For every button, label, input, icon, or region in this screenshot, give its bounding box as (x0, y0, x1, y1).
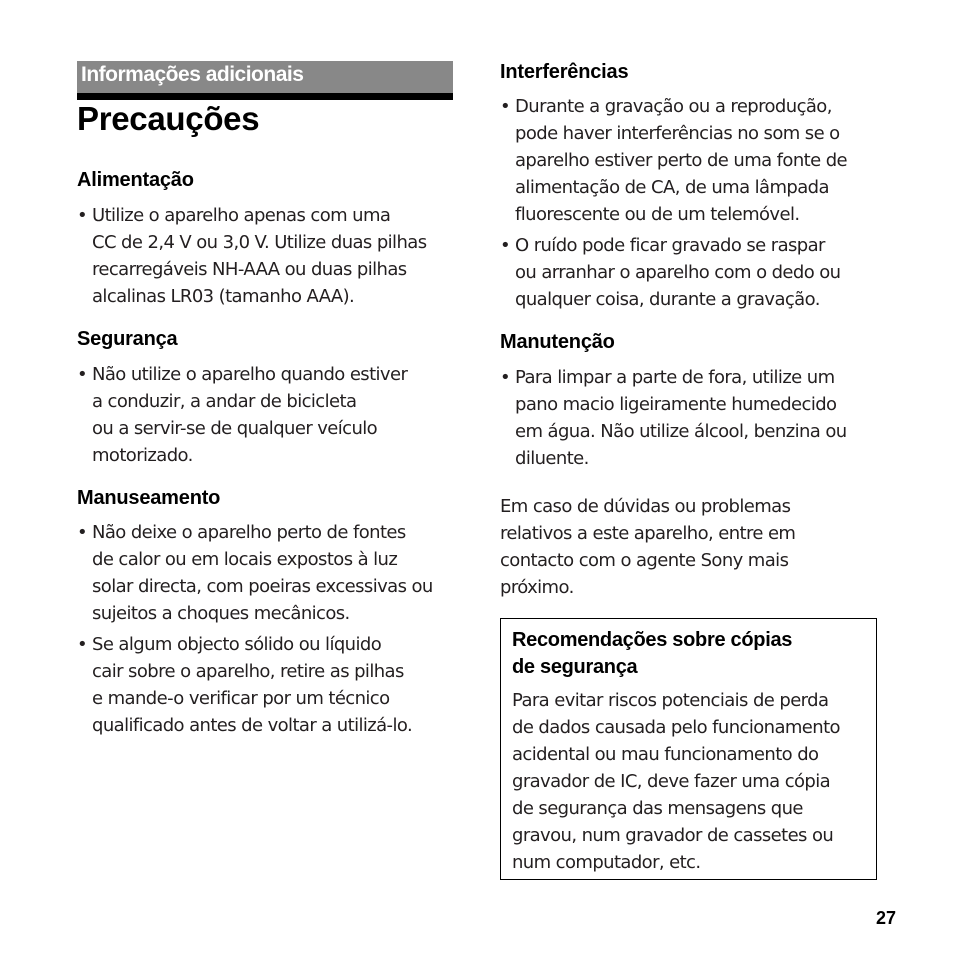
text-line: de segurança (512, 656, 638, 678)
list-item-text (515, 235, 840, 310)
heading-maintenance: Manutenção (500, 331, 615, 353)
list-handling (77, 519, 457, 743)
text-line: qualificado antes de voltar a utilizá-lo. (92, 715, 413, 736)
list-item-text (92, 205, 426, 307)
section-header-bar (77, 61, 453, 100)
text-line: Não utilize o aparelho quando estiver (92, 364, 408, 385)
text-line: diluente. (515, 448, 589, 469)
list-safety (77, 361, 457, 473)
list-item (77, 519, 457, 627)
text-line: qualquer coisa, durante a gravação. (515, 289, 820, 310)
page-title: Precauções (77, 100, 260, 137)
list-item (500, 364, 880, 472)
text-line: O ruído pode ficar gravado se raspar (515, 235, 825, 256)
list-item (500, 232, 880, 313)
bullet-icon: • (500, 235, 511, 256)
list-item-text (92, 522, 433, 624)
list-item (77, 202, 457, 310)
text-line: gravador de IC, deve fazer uma cópia (512, 771, 831, 792)
list-item (500, 93, 880, 228)
bullet-icon: • (77, 205, 88, 226)
text-line: Recomendações sobre cópias (512, 629, 793, 651)
text-line: Não deixe o aparelho perto de fontes (92, 522, 406, 543)
text-line: fluorescente ou de um telemóvel. (515, 204, 800, 225)
list-item-text (515, 367, 847, 469)
text-line: de segurança das mensagens que (512, 798, 803, 819)
text-line: ou arranhar o aparelho com o dedo ou (515, 262, 841, 283)
text-line: em água. Não utilize álcool, benzina ou (515, 421, 847, 442)
heading-safety: Segurança (77, 328, 178, 350)
text-line: pano macio ligeiramente humedecido (515, 394, 837, 415)
bullet-icon: • (77, 634, 88, 655)
bullet-icon: • (77, 522, 88, 543)
backup-recommendation-box (500, 618, 877, 880)
text-line: Durante a gravação ou a reprodução, (515, 96, 832, 117)
text-line: recarregáveis NH-AAA ou duas pilhas (92, 259, 407, 280)
heading-power: Alimentação (77, 169, 194, 191)
text-line: aparelho estiver perto de uma fonte de (515, 150, 847, 171)
list-item-text (515, 96, 847, 225)
text-line: acidental ou mau funcionamento do (512, 744, 819, 765)
bullet-icon: • (77, 364, 88, 385)
section-label: Informações adicionais (81, 63, 304, 86)
text-line: Para limpar a parte de fora, utilize um (515, 367, 835, 388)
text-line: CC de 2,4 V ou 3,0 V. Utilize duas pilhas (92, 232, 427, 253)
list-item (77, 361, 457, 469)
text-line: solar directa, com poeiras excessivas ou (92, 576, 433, 597)
text-line: relativos a este aparelho, entre em (500, 523, 796, 544)
text-line: contacto com o agente Sony mais (500, 550, 789, 571)
text-line: gravou, num gravador de cassetes ou (512, 825, 834, 846)
list-item (77, 631, 457, 739)
list-item-text (92, 364, 407, 466)
text-line: pode haver interferências no som se o (515, 123, 840, 144)
text-line: alcalinas LR03 (tamanho AAA). (92, 286, 355, 307)
text-line: num computador, etc. (512, 852, 701, 873)
page-number: 27 (876, 908, 897, 928)
text-line: Em caso de dúvidas ou problemas (500, 496, 791, 517)
text-line: de calor ou em locais expostos à luz (92, 549, 398, 570)
backup-box-heading (512, 627, 872, 681)
bullet-icon: • (500, 96, 511, 117)
backup-box-body (512, 687, 877, 876)
heading-handling: Manuseamento (77, 487, 221, 509)
text-line: Utilize o aparelho apenas com uma (92, 205, 391, 226)
text-line: próximo. (500, 577, 574, 598)
text-line: e mande-o verificar por um técnico (92, 688, 390, 709)
text-line: ou a servir-se de qualquer veículo (92, 418, 378, 439)
heading-interference: Interferências (500, 61, 629, 83)
text-line: Para evitar riscos potenciais de perda (512, 690, 829, 711)
list-item-text (92, 634, 412, 736)
text-line: cair sobre o aparelho, retire as pilhas (92, 661, 404, 682)
list-power (77, 202, 457, 314)
text-line: a conduzir, a andar de bicicleta (92, 391, 357, 412)
bullet-icon: • (500, 367, 511, 388)
text-line: Se algum objecto sólido ou líquido (92, 634, 382, 655)
text-line: de dados causada pelo funcionamento (512, 717, 840, 738)
text-line: sujeitos a choques mecânicos. (92, 603, 350, 624)
contact-paragraph (500, 493, 880, 601)
list-maintenance (500, 364, 880, 476)
text-line: motorizado. (92, 445, 193, 466)
text-line: alimentação de CA, de uma lâmpada (515, 177, 829, 198)
list-interference (500, 93, 880, 317)
